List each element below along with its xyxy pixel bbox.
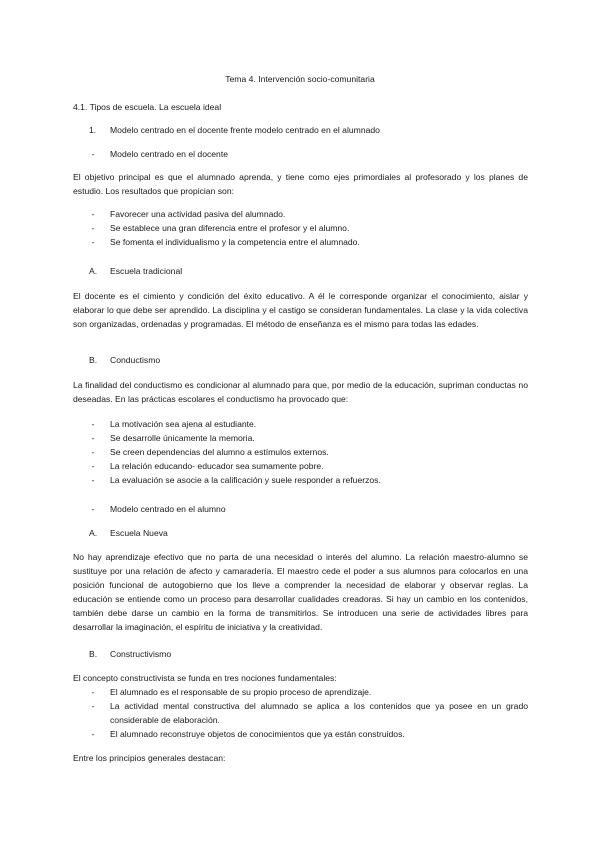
subheading-text: Modelo centrado en el docente xyxy=(110,149,229,159)
list-item-text: La motivación sea ajena al estudiante. xyxy=(110,419,257,429)
heading-letter: B. xyxy=(89,355,98,365)
dash-marker: - xyxy=(91,419,95,429)
paragraph-conductismo xyxy=(73,378,528,406)
dash-marker: - xyxy=(91,237,95,247)
section-heading: 4.1. Tipos de escuela. La escuela ideal xyxy=(73,102,222,112)
heading-text: Constructivismo xyxy=(110,649,172,659)
paragraph-text: No hay aprendizaje efectivo que no parta de una necesidad o interés del alumno. La relación maestro-alumno se sustituye por una relación de afecto y camaradería. El maestro cede el poder a sus alumnos para colocarlos en una posición funcional de autogobierno que los lleve a comprender la necesidad de elaborar y observar reglas. La educación se entiende como un proceso para desarrollar cualidades creadoras. Si hay un cambio en los contenidos, también debe darse un cambio en la forma de transmitirlos. Se introducen una serie de actividades libres para desarrollar la imaginación, el espíritu de iniciativa y la creatividad. xyxy=(73,552,528,632)
heading-text: Conductismo xyxy=(110,355,161,365)
dash-marker: - xyxy=(91,701,95,711)
heading-number: 1. xyxy=(89,125,97,135)
subheading-text: Modelo centrado en el alumno xyxy=(110,504,226,514)
list-item-text: La evaluación se asocie a la calificación y suele responder a refuerzos. xyxy=(110,475,381,485)
dash-marker: - xyxy=(91,461,95,471)
paragraph-principios: Entre los principios generales destacan: xyxy=(73,753,226,763)
dash-marker: - xyxy=(91,209,95,219)
paragraph-escuela-nueva xyxy=(73,550,528,634)
list-item-text: Se fomenta el individualismo y la competencia entre el alumnado. xyxy=(110,237,360,247)
dash-marker: - xyxy=(91,687,95,697)
list-item-text: Se desarrolle únicamente la memoria. xyxy=(110,433,255,443)
list-item-text: El alumnado reconstruye objetos de conocimientos que ya están construidos. xyxy=(110,729,405,739)
heading-text: Modelo centrado en el docente frente modelo centrado en el alumnado xyxy=(110,125,380,135)
list-item-text: Se creen dependencias del alumno a estímulos externos. xyxy=(110,447,329,457)
heading-letter: A. xyxy=(89,528,98,538)
heading-letter: B. xyxy=(89,649,98,659)
paragraph-text: La finalidad del conductismo es condicionar al alumnado para que, por medio de la educación, supriman conductas no deseadas. En las prácticas escolares el conductismo ha provocado que: xyxy=(73,380,528,404)
heading-text: Escuela tradicional xyxy=(110,266,183,276)
paragraph-docente xyxy=(73,289,528,331)
paragraph-constructivista: El concepto constructivista se funda en tres nociones fundamentales: xyxy=(73,673,337,683)
paragraph-text: El objetivo principal es que el alumnado aprenda, y tiene como ejes primordiales al profesorado y los planes de estudio. Los resultados que propician son: xyxy=(73,172,528,196)
dash-marker: - xyxy=(91,504,95,514)
heading-text: Escuela Nueva xyxy=(110,528,168,538)
list-item-text: Se establece una gran diferencia entre el profesor y el alumno. xyxy=(110,223,350,233)
dash-marker: - xyxy=(91,729,95,739)
list-item-text: El alumnado es el responsable de su propio proceso de aprendizaje. xyxy=(110,687,372,697)
dash-marker: - xyxy=(91,475,95,485)
list-item-text: Favorecer una actividad pasiva del alumnado. xyxy=(110,209,286,219)
dash-marker: - xyxy=(91,223,95,233)
dash-marker: - xyxy=(91,433,95,443)
dash-marker: - xyxy=(91,447,95,457)
dash-marker: - xyxy=(91,149,95,159)
list-item-text: La actividad mental constructiva del alumnado se aplica a los contenidos que ya posee en un grado considerable de elaboración. xyxy=(110,701,528,725)
paragraph-objetivo xyxy=(73,170,528,198)
heading-letter: A. xyxy=(89,266,98,276)
paragraph-text: El docente es el cimiento y condición del éxito educativo. A él le corresponde organizar el conocimiento, aislar y elaborar lo que debe ser aprendido. La disciplina y el castigo se consideran fundamentales. La clase y la vida colectiva son organizadas, ordenadas y programadas. El método de enseñanza es el mismo para todas las edades. xyxy=(73,291,528,329)
list-item-text: La relación educando- educador sea sumamente pobre. xyxy=(110,461,324,471)
document-title: Tema 4. Intervención socio-comunitaria xyxy=(225,74,375,84)
